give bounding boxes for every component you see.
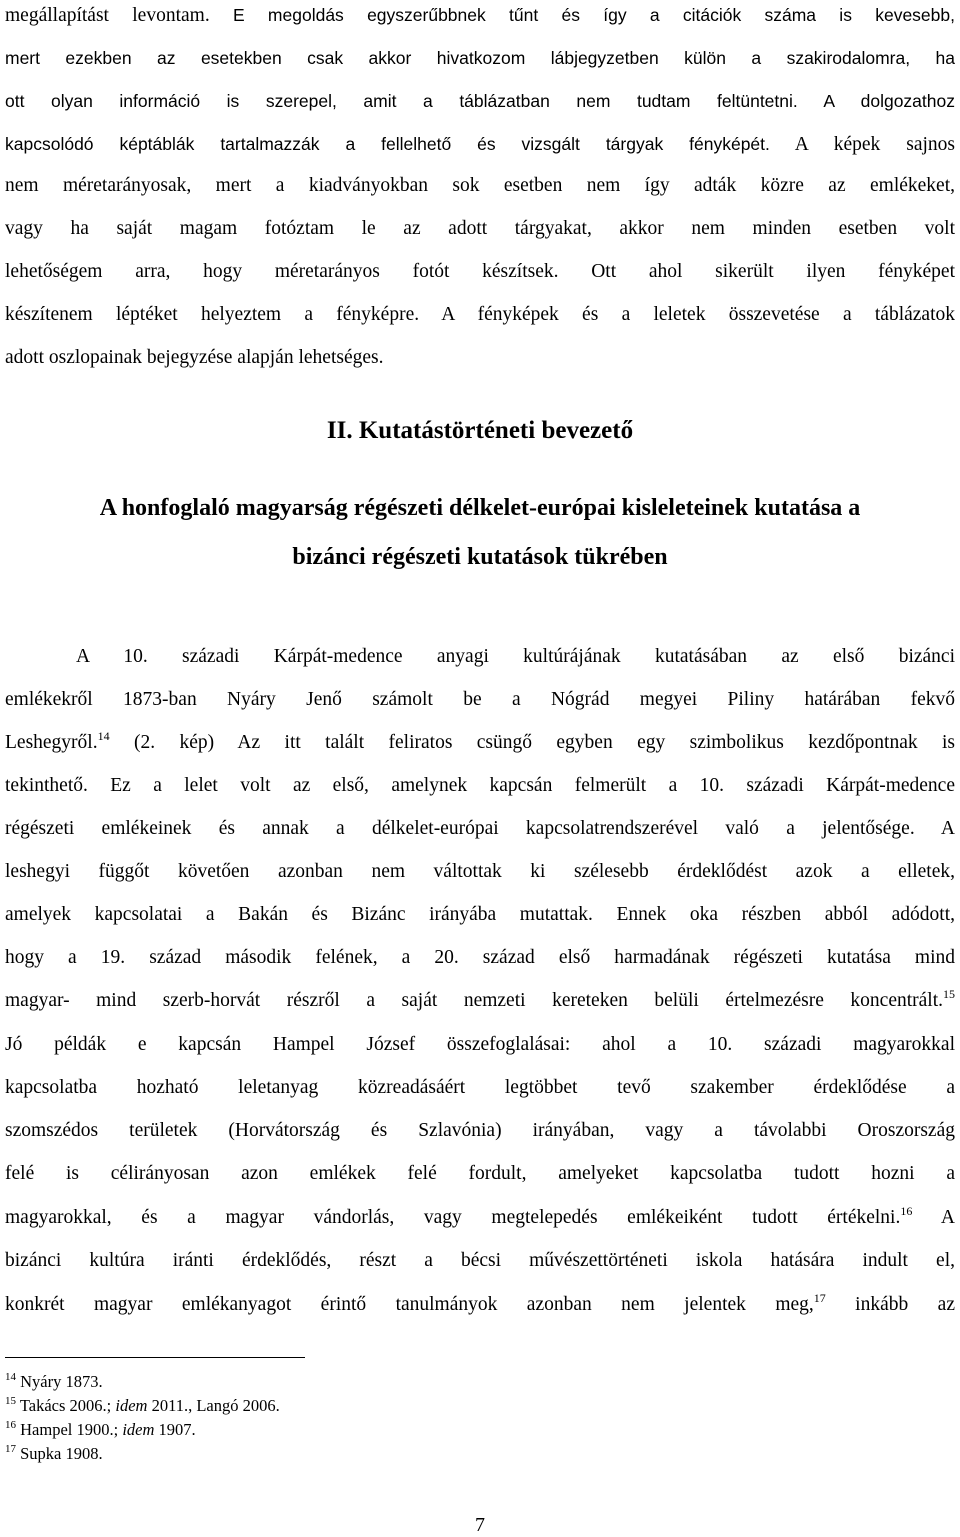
text-span: konkrét magyar emlékanyagot érintő tanulmányok azonban nem jelentek meg, [5,1294,814,1315]
text-line: emlékekről 1873-ban Nyáry Jenő számolt be a Nógrád megyei Piliny határában fekvő [5,689,955,710]
text-span: megállapítást levontam. [5,5,210,26]
section-title-line-2: bizánci régészeti kutatások tükrében [292,544,668,570]
footnote-text: Supka 1908. [20,1444,103,1463]
text-line [5,89,955,114]
footnote-text: Nyáry 1873. [20,1372,103,1391]
text-span: kapcsolódó képtáblák tartalmazzák a fellelhető és vizsgált tárgyak fényképét. [5,134,770,154]
text-line: szomszédos területek (Horvátország és Szlavónia) irányában, vagy a távolabbi Oroszország [5,1120,955,1141]
footnote [5,1420,196,1440]
text-line: Jó példák e kapcsán Hampel József összefoglalásai: ahol a 10. századi magyarokkal [5,1034,955,1055]
chapter-title: II. Kutatástörténeti bevezető [326,417,634,444]
footnote-text: 2011., Langó 2006. [147,1396,280,1415]
text-line: bizánci kultúra iránti érdeklődés, részt a bécsi művészettörténeti iskola hatására indult el, [5,1250,955,1271]
footnote-ref: 16 [900,1204,913,1218]
text-line: kapcsolatba hozható leletanyag közreadásáért legtöbbet tevő szakember érdeklődése a [5,1077,955,1098]
footnote [5,1396,280,1416]
footnote-ref: 14 [97,729,110,743]
text-line: vagy ha saját magam fotóztam le az adott tárgyakat, akkor nem minden esetben volt [5,218,955,239]
footnote-number: 15 [5,1395,16,1407]
text-span: A képek sajnos [769,134,955,155]
text-line: készítenem léptéket helyeztem a fényképre. A fényképek és a leletek összevetése a táblázatok [5,304,955,325]
footnote-separator [5,1357,305,1358]
text-line: hogy a 19. század második felének, a 20. század első harmadának régészeti kutatása mind [5,947,955,968]
text-line: A 10. századi Kárpát-medence anyagi kultúrájának kutatásában az első bizánci [76,646,955,667]
footnote-text: Takács 2006.; [19,1396,116,1415]
text-line [5,3,955,28]
text-span: Leshegyről. [5,732,98,753]
footnote-number: 17 [5,1443,16,1455]
text-line: adott oszlopainak bejegyzése alapján lehetséges. [5,347,384,368]
text-span: A [912,1207,955,1228]
text-span: magyar- mind szerb-horvát részről a saját nemzeti kereteken belüli értelmezésre koncentrált. [5,990,943,1011]
text-span: E megoldás egyszerűbbnek tűnt és így a citációk száma is kevesebb, [209,5,955,25]
footnote-ref: 15 [943,987,955,1001]
text-span: ott olyan információ is szerepel, amit a táblázatban nem tudtam feltüntetni. [5,91,798,111]
page-number: 7 [475,1514,485,1536]
text-line [5,1206,955,1230]
section-title-line-1: A honfoglaló magyarság régészeti délkelet-európai kisleleteinek kutatása a [99,495,861,521]
text-span: inkább az [825,1294,955,1315]
text-line [5,132,955,157]
text-span: magyarokkal, és a magyar vándorlás, vagy megtelepedés emlékeiként tudott értékelni. [5,1207,901,1228]
text-line: amelyek kapcsolatai a Bakán és Bizánc irányába mutattak. Ennek oka részben abból adódott, [5,904,955,925]
footnote-number: 16 [5,1419,16,1431]
text-line: tekinthető. Ez a lelet volt az első, amelynek kapcsán felmerült a 10. századi Kárpát-medence [5,775,955,796]
footnote-text: 1907. [154,1420,196,1439]
footnote-text: Hampel 1900.; [20,1420,123,1439]
text-line: leshegyi függőt követően azonban nem váltottak ki szélesebb érdeklődést azok a elletek, [5,861,955,882]
text-line: lehetőségem arra, hogy méretarányos fotót készítsek. Ott ahol sikerült ilyen fényképet [5,261,955,282]
text-span: (2. kép) Az itt talált feliratos csüngő egyben egy szimbolikus kezdőpontnak is [109,732,955,753]
footnote-italic: idem [122,1420,155,1439]
text-span: A dolgozathoz [797,91,955,111]
text-line [5,731,955,755]
text-line: régészeti emlékeinek és annak a délkelet-európai kapcsolatrendszerével való a jelentősége. A [5,818,955,839]
text-line [5,1293,955,1317]
footnote-ref: 17 [813,1291,826,1305]
text-line [5,989,955,1013]
text-line: felé is célirányosan azon emlékek felé fordult, amelyeket kapcsolatba tudott hozni a [5,1163,955,1184]
text-line: nem méretarányosak, mert a kiadványokban sok esetben nem így adták közre az emlékeket, [5,175,955,196]
footnote [5,1372,103,1392]
footnote-italic: idem [115,1396,148,1415]
footnote-number: 14 [5,1371,16,1383]
footnote [5,1444,103,1464]
text-line: mert ezekben az esetekben csak akkor hivatkozom lábjegyzetben külön a szakirodalomra, ha [5,48,955,68]
